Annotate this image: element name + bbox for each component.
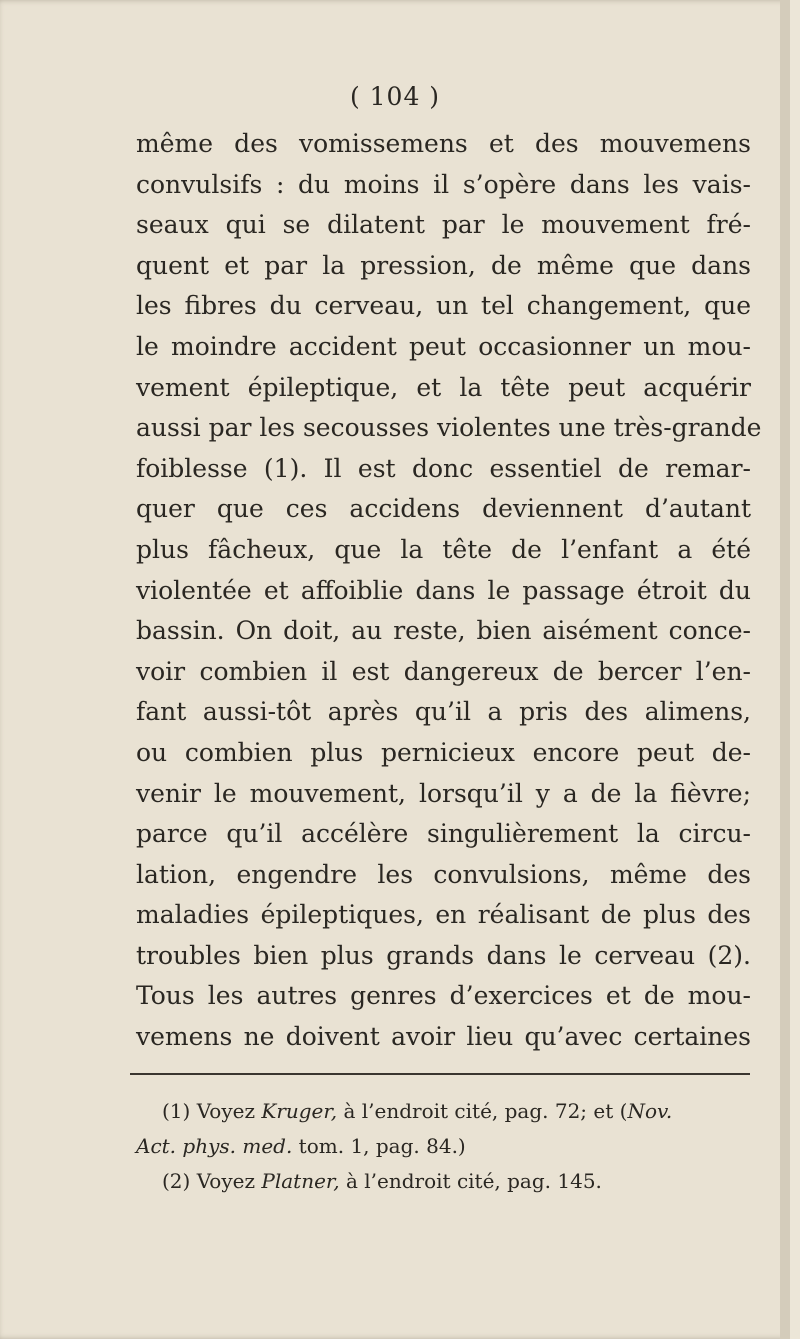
footnote-text: (1) Voyez: [162, 1099, 262, 1123]
text-line: violentée et affoiblie dans le passage étroit du: [136, 575, 751, 605]
text-line: vement épileptique, et la tête peut acquérir: [136, 372, 751, 402]
text-line: bassin. On doit, au reste, bien aisément conce-: [136, 616, 751, 646]
text-line: parce qu’il accélère singulièrement la circu-: [136, 819, 751, 849]
text-line: les fibres du cerveau, un tel changement, que: [136, 291, 751, 321]
text-line: quer que ces accidens deviennent d’autant: [136, 494, 751, 524]
footnote-text: à l’endroit cité, pag. 72; et (: [337, 1099, 628, 1123]
footnote-text: à l’endroit cité, pag. 145.: [339, 1169, 602, 1193]
footnote-text: tom. 1, pag. 84.): [292, 1134, 466, 1158]
page-edge: [780, 0, 790, 1339]
text-line: voir combien il est dangereux de bercer l’en-: [136, 656, 751, 686]
footnote-1-continued: [136, 1129, 751, 1164]
footnote-journal: Act. phys. med.: [136, 1134, 293, 1158]
page-number: ( 104 ): [349, 82, 441, 111]
text-line: ou combien plus pernicieux encore peut de-: [136, 737, 751, 767]
footnote-author: Platner,: [261, 1169, 340, 1193]
footnote-2: [136, 1164, 751, 1199]
text-line: vemens ne doivent avoir lieu qu’avec certaines: [136, 1022, 751, 1052]
text-line: seaux qui se dilatent par le mouvement fré-: [136, 210, 751, 240]
text-line: plus fâcheux, que la tête de l’enfant a été: [136, 534, 751, 564]
text-line: quent et par la pression, de même que dans: [136, 250, 751, 280]
text-line: convulsifs : du moins il s’opère dans les vais-: [136, 169, 751, 199]
text-line: même des vomissemens et des mouvemens: [136, 129, 751, 158]
footnote-author: Kruger,: [261, 1099, 338, 1123]
text-line: foiblesse (1). Il est donc essentiel de remar-: [136, 453, 751, 483]
text-line: troubles bien plus grands dans le cerveau (2).: [136, 940, 751, 970]
text-line: aussi par les secousses violentes une très-grande: [136, 413, 762, 443]
body-text: [136, 124, 762, 1058]
text-line: venir le mouvement, lorsqu’il y a de la fièvre;: [136, 778, 751, 808]
text-line: lation, engendre les convulsions, même des: [136, 859, 751, 889]
text-line: fant aussi-tôt après qu’il a pris des alimens,: [136, 697, 751, 727]
footnote-divider: [130, 1073, 750, 1075]
footnotes: [136, 1094, 751, 1199]
footnote-text: (2) Voyez: [162, 1169, 262, 1193]
text-line: maladies épileptiques, en réalisant de plus des: [136, 900, 751, 930]
text-line: le moindre accident peut occasionner un mou-: [136, 331, 751, 361]
footnote-1: [136, 1094, 751, 1129]
text-line: Tous les autres genres d’exercices et de mou-: [136, 981, 751, 1011]
footnote-journal: Nov.: [627, 1099, 673, 1123]
